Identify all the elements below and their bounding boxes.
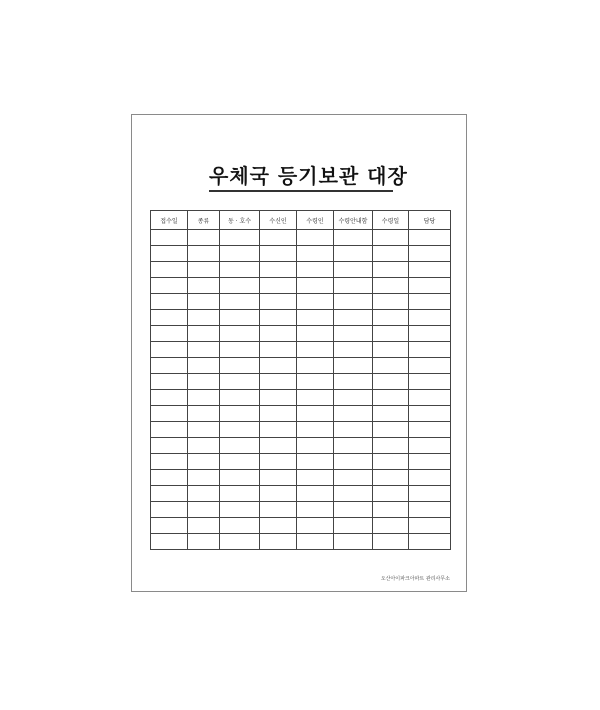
table-cell[interactable] xyxy=(151,294,188,310)
table-cell[interactable] xyxy=(334,486,373,502)
table-cell[interactable] xyxy=(409,470,451,486)
table-cell[interactable] xyxy=(409,294,451,310)
table-cell[interactable] xyxy=(373,374,409,390)
table-cell[interactable] xyxy=(188,470,220,486)
table-row xyxy=(151,230,451,246)
table-row xyxy=(151,486,451,502)
table-cell[interactable] xyxy=(409,342,451,358)
table-row xyxy=(151,534,451,550)
table-cell[interactable] xyxy=(297,470,334,486)
ledger-header-row xyxy=(151,211,451,230)
table-cell[interactable] xyxy=(409,454,451,470)
table-cell[interactable] xyxy=(409,502,451,518)
table-row xyxy=(151,326,451,342)
table-cell[interactable] xyxy=(334,310,373,326)
table-cell[interactable] xyxy=(220,278,260,294)
table-cell[interactable] xyxy=(409,534,451,550)
table-cell[interactable] xyxy=(151,502,188,518)
table-cell[interactable] xyxy=(188,502,220,518)
table-cell[interactable] xyxy=(188,518,220,534)
table-cell[interactable] xyxy=(260,230,297,246)
table-row xyxy=(151,518,451,534)
table-cell[interactable] xyxy=(220,294,260,310)
ledger-table xyxy=(150,210,451,550)
table-cell[interactable] xyxy=(188,486,220,502)
table-cell[interactable] xyxy=(220,262,260,278)
table-cell[interactable] xyxy=(297,422,334,438)
table-row xyxy=(151,502,451,518)
ledger-title: 우체국 등기보관 대장 xyxy=(209,162,393,192)
table-cell[interactable] xyxy=(409,486,451,502)
table-cell[interactable] xyxy=(373,534,409,550)
table-cell[interactable] xyxy=(297,518,334,534)
table-cell[interactable] xyxy=(220,358,260,374)
table-row xyxy=(151,246,451,262)
table-cell[interactable] xyxy=(188,246,220,262)
table-cell[interactable] xyxy=(188,326,220,342)
table-cell[interactable] xyxy=(297,246,334,262)
table-cell[interactable] xyxy=(188,358,220,374)
table-cell[interactable] xyxy=(334,422,373,438)
table-cell[interactable] xyxy=(151,326,188,342)
table-cell[interactable] xyxy=(188,406,220,422)
table-cell[interactable] xyxy=(260,438,297,454)
table-cell[interactable] xyxy=(297,278,334,294)
table-cell[interactable] xyxy=(260,502,297,518)
column-header-type: 종류 xyxy=(188,211,220,230)
table-cell[interactable] xyxy=(260,278,297,294)
table-cell[interactable] xyxy=(409,278,451,294)
table-row xyxy=(151,438,451,454)
table-cell[interactable] xyxy=(188,374,220,390)
table-cell[interactable] xyxy=(220,486,260,502)
table-cell[interactable] xyxy=(297,342,334,358)
table-cell[interactable] xyxy=(220,502,260,518)
table-cell[interactable] xyxy=(297,262,334,278)
table-cell[interactable] xyxy=(260,422,297,438)
table-cell[interactable] xyxy=(220,534,260,550)
column-header-pickup-date: 수령일 xyxy=(373,211,409,230)
table-row xyxy=(151,470,451,486)
table-cell[interactable] xyxy=(409,326,451,342)
table-cell[interactable] xyxy=(373,518,409,534)
table-cell[interactable] xyxy=(373,438,409,454)
table-cell[interactable] xyxy=(188,262,220,278)
table-cell[interactable] xyxy=(151,374,188,390)
column-header-received-date: 접수일 xyxy=(151,211,188,230)
table-cell[interactable] xyxy=(260,374,297,390)
table-cell[interactable] xyxy=(260,454,297,470)
table-cell[interactable] xyxy=(334,390,373,406)
table-cell[interactable] xyxy=(260,486,297,502)
table-cell[interactable] xyxy=(373,486,409,502)
table-row xyxy=(151,262,451,278)
table-cell[interactable] xyxy=(409,438,451,454)
table-row xyxy=(151,342,451,358)
table-row xyxy=(151,422,451,438)
table-cell[interactable] xyxy=(151,390,188,406)
table-cell[interactable] xyxy=(220,470,260,486)
table-cell[interactable] xyxy=(151,262,188,278)
table-cell[interactable] xyxy=(409,374,451,390)
table-cell[interactable] xyxy=(220,326,260,342)
table-cell[interactable] xyxy=(373,470,409,486)
table-cell[interactable] xyxy=(409,262,451,278)
table-cell[interactable] xyxy=(297,486,334,502)
table-cell[interactable] xyxy=(334,438,373,454)
table-cell[interactable] xyxy=(373,358,409,374)
table-cell[interactable] xyxy=(260,294,297,310)
table-cell[interactable] xyxy=(373,454,409,470)
table-cell[interactable] xyxy=(409,422,451,438)
table-cell[interactable] xyxy=(260,358,297,374)
table-cell[interactable] xyxy=(373,326,409,342)
table-cell[interactable] xyxy=(297,310,334,326)
table-cell[interactable] xyxy=(151,278,188,294)
table-cell[interactable] xyxy=(151,438,188,454)
table-cell[interactable] xyxy=(220,310,260,326)
table-cell[interactable] xyxy=(260,246,297,262)
table-cell[interactable] xyxy=(334,518,373,534)
table-row xyxy=(151,454,451,470)
table-cell[interactable] xyxy=(260,518,297,534)
table-cell[interactable] xyxy=(334,326,373,342)
table-cell[interactable] xyxy=(334,230,373,246)
table-cell[interactable] xyxy=(188,278,220,294)
table-cell[interactable] xyxy=(297,230,334,246)
table-cell[interactable] xyxy=(297,326,334,342)
table-cell[interactable] xyxy=(220,374,260,390)
table-cell[interactable] xyxy=(220,390,260,406)
table-cell[interactable] xyxy=(220,246,260,262)
table-cell[interactable] xyxy=(334,374,373,390)
table-cell[interactable] xyxy=(373,406,409,422)
table-cell[interactable] xyxy=(151,454,188,470)
column-header-addressee: 수신인 xyxy=(260,211,297,230)
table-cell[interactable] xyxy=(151,358,188,374)
column-header-unit: 동 · 호수 xyxy=(220,211,260,230)
table-cell[interactable] xyxy=(409,390,451,406)
ledger-body xyxy=(151,230,451,550)
column-header-pickup-notice: 수령안내함 xyxy=(334,211,373,230)
table-cell[interactable] xyxy=(297,374,334,390)
table-cell[interactable] xyxy=(334,454,373,470)
table-cell[interactable] xyxy=(334,278,373,294)
table-cell[interactable] xyxy=(297,454,334,470)
table-cell[interactable] xyxy=(260,342,297,358)
table-cell[interactable] xyxy=(151,534,188,550)
table-cell[interactable] xyxy=(373,294,409,310)
table-row xyxy=(151,374,451,390)
table-row xyxy=(151,358,451,374)
table-cell[interactable] xyxy=(373,278,409,294)
table-cell[interactable] xyxy=(151,486,188,502)
table-cell[interactable] xyxy=(151,230,188,246)
table-cell[interactable] xyxy=(188,534,220,550)
table-cell[interactable] xyxy=(188,230,220,246)
table-cell[interactable] xyxy=(373,310,409,326)
table-cell[interactable] xyxy=(409,358,451,374)
table-cell[interactable] xyxy=(373,422,409,438)
table-cell[interactable] xyxy=(373,230,409,246)
table-cell[interactable] xyxy=(409,230,451,246)
table-cell[interactable] xyxy=(297,438,334,454)
table-row xyxy=(151,294,451,310)
table-cell[interactable] xyxy=(334,534,373,550)
table-cell[interactable] xyxy=(334,358,373,374)
table-cell[interactable] xyxy=(220,422,260,438)
table-row xyxy=(151,406,451,422)
table-cell[interactable] xyxy=(151,406,188,422)
table-cell[interactable] xyxy=(188,454,220,470)
table-cell[interactable] xyxy=(334,246,373,262)
table-cell[interactable] xyxy=(151,310,188,326)
table-cell[interactable] xyxy=(334,294,373,310)
table-cell[interactable] xyxy=(220,230,260,246)
table-cell[interactable] xyxy=(188,342,220,358)
table-cell[interactable] xyxy=(260,262,297,278)
table-cell[interactable] xyxy=(297,358,334,374)
table-row xyxy=(151,278,451,294)
table-cell[interactable] xyxy=(151,246,188,262)
table-cell[interactable] xyxy=(151,422,188,438)
table-cell[interactable] xyxy=(297,534,334,550)
table-cell[interactable] xyxy=(334,342,373,358)
table-cell[interactable] xyxy=(297,390,334,406)
footer-office-name: 오산아이파크아파트 관리사무소 xyxy=(380,576,450,582)
table-cell[interactable] xyxy=(373,502,409,518)
table-cell[interactable] xyxy=(151,342,188,358)
column-header-staff: 담당 xyxy=(409,211,451,230)
table-cell[interactable] xyxy=(260,534,297,550)
table-cell[interactable] xyxy=(297,294,334,310)
table-cell[interactable] xyxy=(409,406,451,422)
table-cell[interactable] xyxy=(260,390,297,406)
table-cell[interactable] xyxy=(188,310,220,326)
table-cell[interactable] xyxy=(220,342,260,358)
table-cell[interactable] xyxy=(188,294,220,310)
table-cell[interactable] xyxy=(151,518,188,534)
table-cell[interactable] xyxy=(220,438,260,454)
table-cell[interactable] xyxy=(409,246,451,262)
table-cell[interactable] xyxy=(334,262,373,278)
table-cell[interactable] xyxy=(260,326,297,342)
table-cell[interactable] xyxy=(220,406,260,422)
table-cell[interactable] xyxy=(188,390,220,406)
table-cell[interactable] xyxy=(260,470,297,486)
table-row xyxy=(151,390,451,406)
table-cell[interactable] xyxy=(334,502,373,518)
table-cell[interactable] xyxy=(151,470,188,486)
table-cell[interactable] xyxy=(260,310,297,326)
table-cell[interactable] xyxy=(373,246,409,262)
table-cell[interactable] xyxy=(373,390,409,406)
table-cell[interactable] xyxy=(188,422,220,438)
table-cell[interactable] xyxy=(373,342,409,358)
table-cell[interactable] xyxy=(373,262,409,278)
table-cell[interactable] xyxy=(334,406,373,422)
table-cell[interactable] xyxy=(220,454,260,470)
table-cell[interactable] xyxy=(220,518,260,534)
column-header-recipient: 수령인 xyxy=(297,211,334,230)
table-cell[interactable] xyxy=(297,502,334,518)
table-cell[interactable] xyxy=(188,438,220,454)
table-row xyxy=(151,310,451,326)
table-cell[interactable] xyxy=(297,406,334,422)
table-cell[interactable] xyxy=(409,518,451,534)
table-cell[interactable] xyxy=(334,470,373,486)
table-cell[interactable] xyxy=(409,310,451,326)
table-cell[interactable] xyxy=(260,406,297,422)
